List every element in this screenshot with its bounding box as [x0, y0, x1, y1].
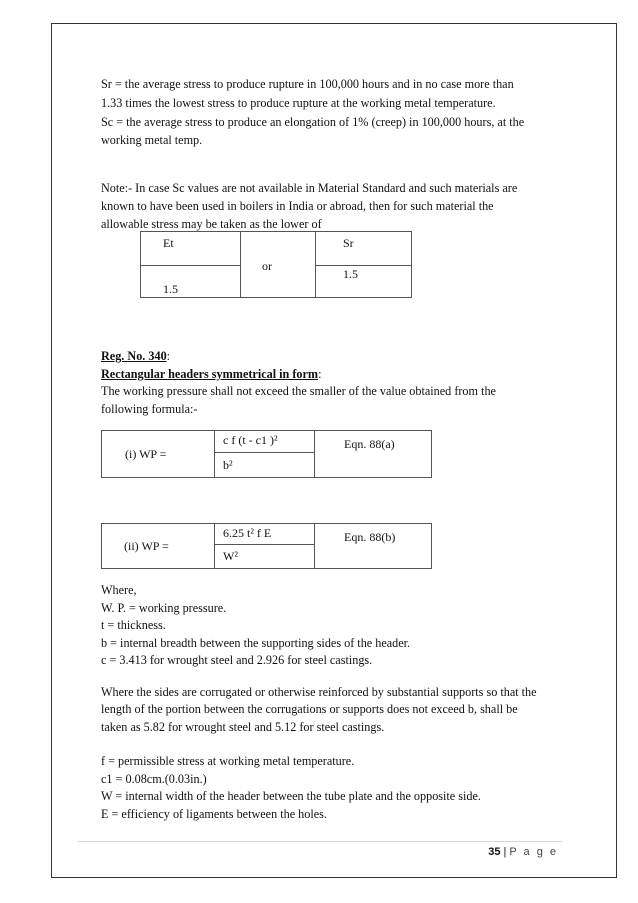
formula-1-label: (i) WP = [125, 447, 167, 461]
reg-number-text: Reg. No. 340 [101, 349, 167, 363]
middle-cell [241, 232, 315, 298]
page-footer [488, 846, 558, 858]
definition-line: W = internal width of the header between the tube plate and the opposite side. [101, 789, 481, 803]
note-line: known to have been used in boilers in India or abroad, then for such material the [101, 199, 494, 213]
corrugated-line: Where the sides are corrugated or otherwise reinforced by substantial supports so that the [101, 685, 537, 699]
where-line: Where, [101, 583, 137, 597]
formula-2-numerator: 6.25 t² f E [223, 526, 272, 540]
or-label: or [262, 259, 272, 273]
definition-line: f = permissible stress at working metal temperature. [101, 754, 355, 768]
page-number: 35 [488, 846, 501, 858]
corrugated-line: taken as 5.82 for wrought steel and 5.12 for steel castings. [101, 720, 385, 734]
formula-2-denominator: W² [223, 549, 238, 563]
left-denominator: 1.5 [163, 282, 178, 296]
definition-line: c1 = 0.08cm.(0.03in.) [101, 772, 207, 786]
where-line: b = internal breadth between the supporting sides of the header. [101, 636, 411, 650]
where-line: c = 3.413 for wrought steel and 2.926 for steel castings. [101, 653, 373, 667]
paragraph-line: Sr = the average stress to produce rupture in 100,000 hours and in no case more than [101, 77, 514, 91]
formula-1-denominator: b² [223, 458, 233, 472]
definition-line: E = efficiency of ligaments between the holes. [101, 807, 327, 821]
right-numerator: Sr [343, 236, 354, 250]
formula-1-numerator: c f (t - c1 )² [223, 433, 278, 447]
where-line: W. P. = working pressure. [101, 601, 227, 615]
page-word: P a g e [509, 846, 558, 858]
left-numerator-cell [141, 232, 241, 266]
paragraph-line: working metal temp. [101, 133, 203, 147]
right-numerator-cell [315, 232, 411, 266]
formula-2-label: (ii) WP = [124, 539, 169, 553]
lower-of-table [140, 231, 412, 298]
paragraph-line: 1.33 times the lowest stress to produce rupture at the working metal temperature. [101, 96, 496, 110]
where-line: t = thickness. [101, 618, 166, 632]
reg-intro-line: following formula:- [101, 402, 198, 416]
reg-number: Reg. No. 340: [101, 349, 171, 363]
reg-title: Rectangular headers symmetrical in form: [101, 367, 322, 381]
left-denominator-cell [141, 266, 241, 298]
right-denominator-cell [315, 266, 411, 298]
left-numerator: Et [163, 236, 174, 250]
formula-2-eqn: Eqn. 88(b) [344, 530, 396, 544]
note-line: allowable stress may be taken as the lower of [101, 217, 322, 231]
reg-title-text: Rectangular headers symmetrical in form [101, 367, 319, 381]
footer-divider [78, 841, 562, 842]
note-line: Note:- In case Sc values are not available in Material Standard and such materials are [101, 181, 518, 195]
reg-intro-line: The working pressure shall not exceed the smaller of the value obtained from the [101, 384, 496, 398]
footer-separator: | [503, 846, 507, 858]
formula-1-eqn: Eqn. 88(a) [344, 437, 395, 451]
paragraph-line: Sc = the average stress to produce an elongation of 1% (creep) in 100,000 hours, at the [101, 115, 525, 129]
corrugated-line: length of the portion between the corrugations or supports does not exceed b, shall be [101, 702, 518, 716]
right-denominator: 1.5 [343, 267, 358, 281]
